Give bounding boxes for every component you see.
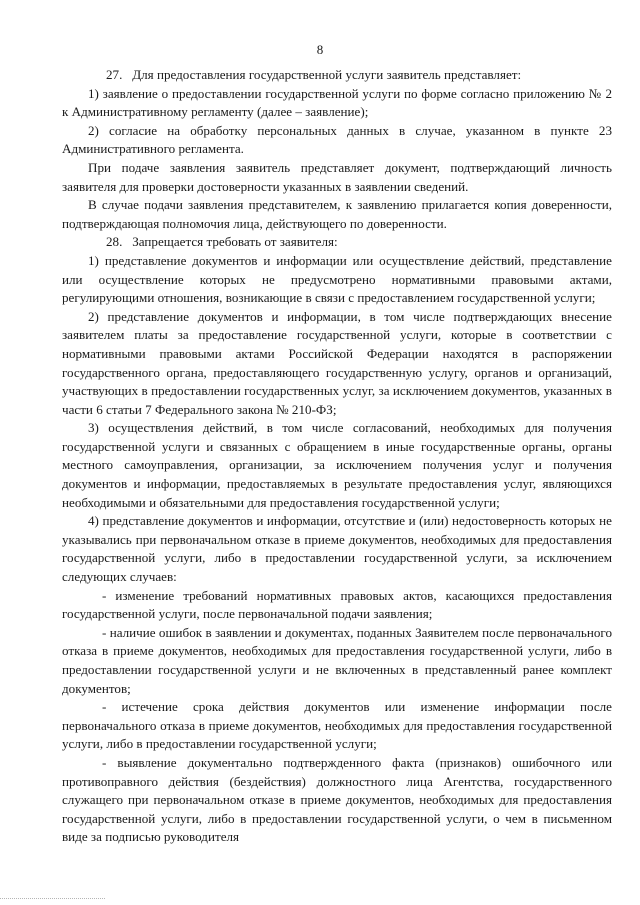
- paragraph-28-item-2: 2) представление документов и информации, в том числе подтверждающих внесение заявителем платы за предоставление государственной услуги, которые в соответствии с нормативными правовыми актами Российской Федерации находятся в распоряжении государственного органа, предоставляющего государственную услугу, органов и организаций, участвующих в предоставлении государственных услуг, за исключением документов, указанных в части 6 статьи 7 Федерального закона № 210-ФЗ;: [62, 308, 612, 417]
- paragraph-27-item-1: 1) заявление о предоставлении государственной услуги по форме согласно приложению № 2 к Административному регламенту (далее – заявление);: [62, 85, 612, 120]
- exception-item-1: - изменение требований нормативных правовых актов, касающихся предоставления государственной услуги, после первоначальной подачи заявления;: [62, 587, 612, 622]
- paragraph-27-heading: 27. Для предоставления государственной услуги заявитель представляет:: [106, 67, 522, 82]
- paragraph-28-item-1: 1) представление документов и информации или осуществление действий, представление или осуществление которых не предусмотрено нормативными правовыми актами, регулирующими отношения, возникающие в связи с предоставлением государственной услуги;: [62, 252, 612, 306]
- paragraph-28-item-4: 4) представление документов и информации, отсутствие и (или) недостоверность которых не указывались при первоначальном отказе в приеме документов, необходимых для предоставления государственной услуги, либо в предоставлении государственной услуги, за исключением следующих случаев:: [62, 513, 612, 585]
- paragraph-28-heading: 28. Запрещается требовать от заявителя:: [106, 234, 338, 250]
- exception-item-4: - выявление документально подтвержденного факта (признаков) ошибочного или противоправного действия (бездействия) должностного лица Агентства, государственного служащего при первоначальном отказе в приеме документов, необходимых для предоставления государственной услуги, либо в предоставлении государственной услуги, о чем в письменном виде за подписью руководителя: [62, 754, 612, 845]
- paragraph-28-item-3: 3) осуществления действий, в том числе согласований, необходимых для получения государственной услуги и связанных с обращением в иные государственные органы, органы местного самоуправления, организации, за исключением получения услуг и получения документов и информации, предоставляемых в результате предоставления услуг, являющихся необходимыми и обязательными для предоставления государственной услуги;: [62, 420, 612, 510]
- page-number: 8: [316, 42, 324, 57]
- footer-divider: [0, 898, 105, 899]
- paragraph-27-item-2: 2) согласие на обработку персональных данных в случае, указанном в пункте 23 Административного регламента.: [62, 122, 612, 157]
- document-body: [62, 66, 612, 847]
- paragraph-identity-document: При подаче заявления заявитель представляет документ, подтверждающий личность заявителя для проверки достоверности указанных в заявлении сведений.: [62, 159, 612, 194]
- paragraph-power-of-attorney: В случае подачи заявления представителем, к заявлению прилагается копия доверенности, подтверждающая полномочия лица, действующего по доверенности.: [62, 197, 612, 231]
- exception-item-3: - истечение срока действия документов или изменение информации после первоначального отказа в приеме документов, необходимых для предоставления государственной услуги, либо в предоставлении государственной услуги;: [62, 699, 612, 752]
- exception-item-2: - наличие ошибок в заявлении и документах, поданных Заявителем после первоначального отказа в приеме документов, необходимых для предоставления государственной услуги, либо в предоставлении государственной услуги и не включенных в представленный ранее комплект документов;: [62, 624, 612, 696]
